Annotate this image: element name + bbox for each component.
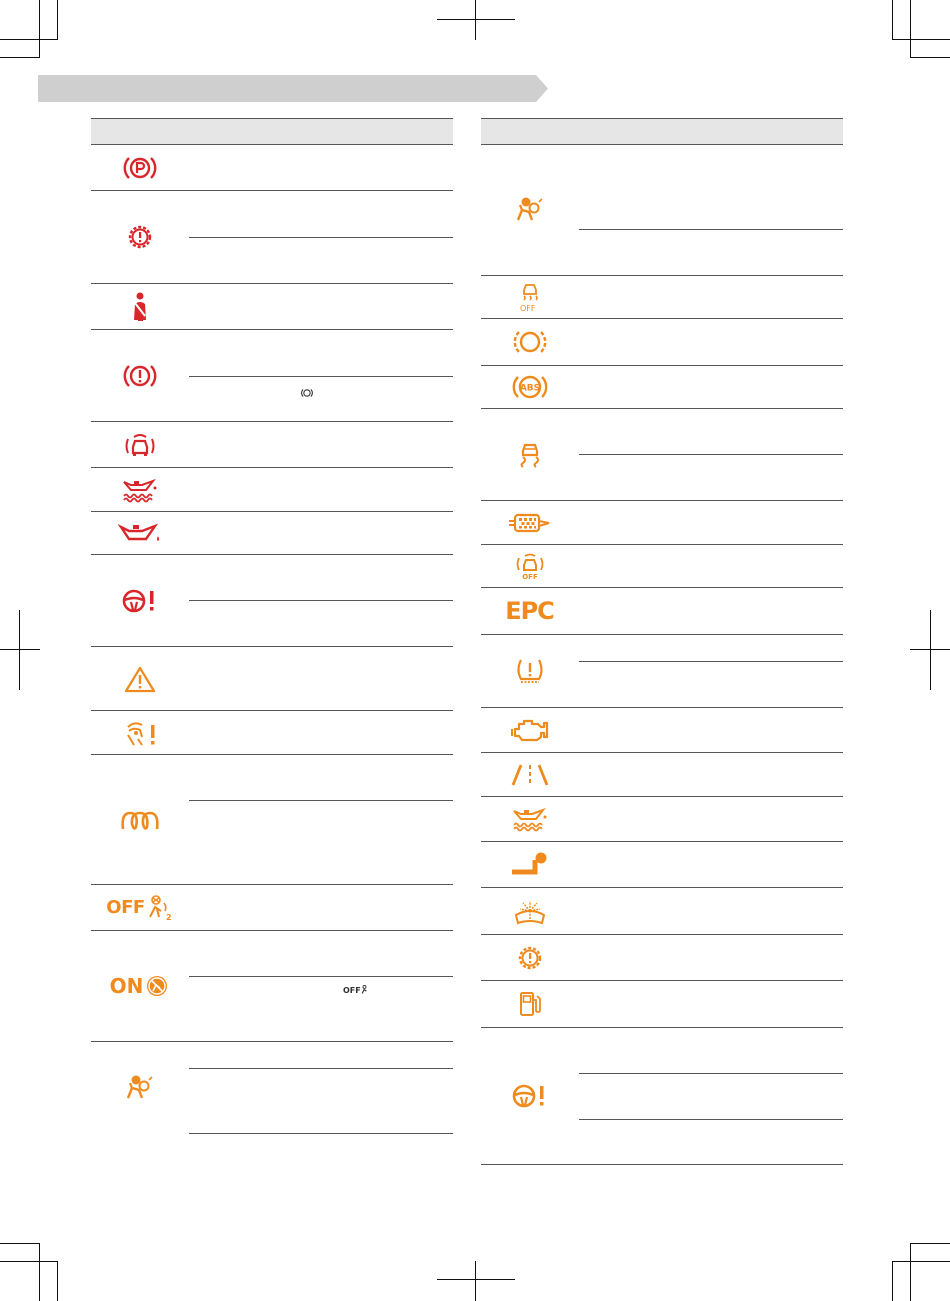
- table-row: [481, 501, 843, 545]
- table-row: [481, 366, 843, 409]
- stability-control-icon: [481, 409, 578, 500]
- table-row: [91, 145, 453, 191]
- table-row: [481, 276, 843, 319]
- seatbelt-icon: [91, 284, 188, 329]
- table-row: [91, 330, 453, 422]
- table-row: [91, 284, 453, 330]
- table-row: [91, 422, 453, 468]
- tyre-pressure-icon: [481, 635, 578, 707]
- parking-brake-icon: [91, 145, 188, 190]
- crop-mark: [910, 1243, 911, 1301]
- table-row: [481, 1028, 843, 1165]
- passenger-airbag-off-inline-icon: [343, 985, 371, 995]
- oil-sensor-icon: [481, 797, 578, 841]
- crop-mark: [910, 1243, 950, 1244]
- table-row: [91, 512, 453, 555]
- crop-mark: [910, 0, 911, 58]
- table-row: [481, 588, 843, 635]
- brake-pad-icon: [481, 319, 578, 365]
- oil-pressure-icon: [91, 512, 188, 554]
- front-assist-off-icon: [481, 545, 578, 587]
- table-row: [481, 935, 843, 981]
- table-row: [91, 191, 453, 284]
- table-row: [91, 647, 453, 711]
- table-row: [481, 753, 843, 797]
- front-assist-off-label: OFF: [521, 573, 538, 580]
- section-header-bar: [38, 75, 548, 102]
- crop-mark: [892, 0, 893, 40]
- front-assist-icon: [91, 422, 188, 467]
- epc-label: EPC: [505, 597, 554, 625]
- abs-label: ABS: [519, 383, 540, 394]
- tow-bar-icon: [481, 842, 578, 887]
- table-row: [481, 888, 843, 935]
- table-row: [481, 708, 843, 753]
- table-header: [481, 118, 843, 145]
- table-row: [481, 545, 843, 588]
- brake-inline-icon: [301, 385, 313, 403]
- crop-mark: [39, 1243, 40, 1301]
- airbag-fault-icon: [91, 1042, 188, 1134]
- glow-plug-icon: [91, 755, 188, 884]
- crop-mark: [892, 39, 950, 40]
- crop-mark: [475, 0, 476, 40]
- crop-mark: [0, 1261, 58, 1262]
- table-row: [91, 885, 453, 931]
- epc-icon: [481, 588, 578, 634]
- crop-mark: [39, 0, 40, 58]
- particle-filter-icon: [481, 501, 578, 544]
- driver-alert-icon: [91, 711, 188, 754]
- airbag-icon: [481, 145, 578, 275]
- table-row: [91, 755, 453, 885]
- table-row: [481, 842, 843, 888]
- crop-mark: [0, 39, 58, 40]
- gearbox-warning-icon: [91, 191, 188, 283]
- table-row: [91, 711, 453, 755]
- table-header: [91, 118, 453, 145]
- passenger-airbag-off-icon: [91, 885, 188, 930]
- crop-mark: [892, 1261, 950, 1262]
- crop-mark: [910, 649, 950, 650]
- table-row: [481, 409, 843, 501]
- crop-mark: [0, 57, 40, 58]
- steering-warning-icon: [91, 555, 188, 646]
- crop-mark: [0, 1243, 40, 1244]
- right-warning-table: [481, 118, 843, 1165]
- abs-icon: [481, 366, 578, 408]
- crop-mark: [19, 610, 20, 690]
- airbag-on-label: ON: [109, 974, 144, 998]
- fuel-reserve-icon: [481, 981, 578, 1027]
- table-row: [91, 468, 453, 512]
- steering-fault-icon: [481, 1028, 578, 1164]
- table-row: [91, 1042, 453, 1134]
- airbag-off-inline-label: OFF: [343, 985, 361, 995]
- table-row: [481, 145, 843, 276]
- airbag-off-label: OFF: [106, 897, 145, 918]
- table-row: [91, 555, 453, 647]
- crop-mark: [57, 1261, 58, 1301]
- crop-mark: [0, 649, 40, 650]
- table-row: [481, 797, 843, 842]
- esc-off-label: OFF: [519, 304, 535, 312]
- crop-mark: [437, 1279, 515, 1280]
- table-row: [481, 635, 843, 708]
- svg-text:2: 2: [165, 912, 172, 921]
- gearbox-icon: [481, 935, 578, 980]
- crop-mark: [437, 19, 515, 20]
- esc-off-icon: [481, 276, 578, 318]
- passenger-airbag-on-icon: [91, 931, 188, 1041]
- engine-check-icon: [481, 708, 578, 752]
- table-row: [481, 319, 843, 366]
- left-warning-table: [91, 118, 453, 1134]
- general-warning-icon: [91, 647, 188, 710]
- crop-mark: [475, 1261, 476, 1301]
- lane-assist-icon: [481, 753, 578, 796]
- crop-mark: [910, 57, 950, 58]
- washer-fluid-icon: [481, 888, 578, 934]
- oil-level-icon: [91, 468, 188, 511]
- crop-mark: [57, 0, 58, 40]
- table-row: [91, 931, 453, 1042]
- crop-mark: [930, 610, 931, 690]
- brake-system-icon: [91, 330, 188, 421]
- table-row: [481, 981, 843, 1028]
- crop-mark: [892, 1261, 893, 1301]
